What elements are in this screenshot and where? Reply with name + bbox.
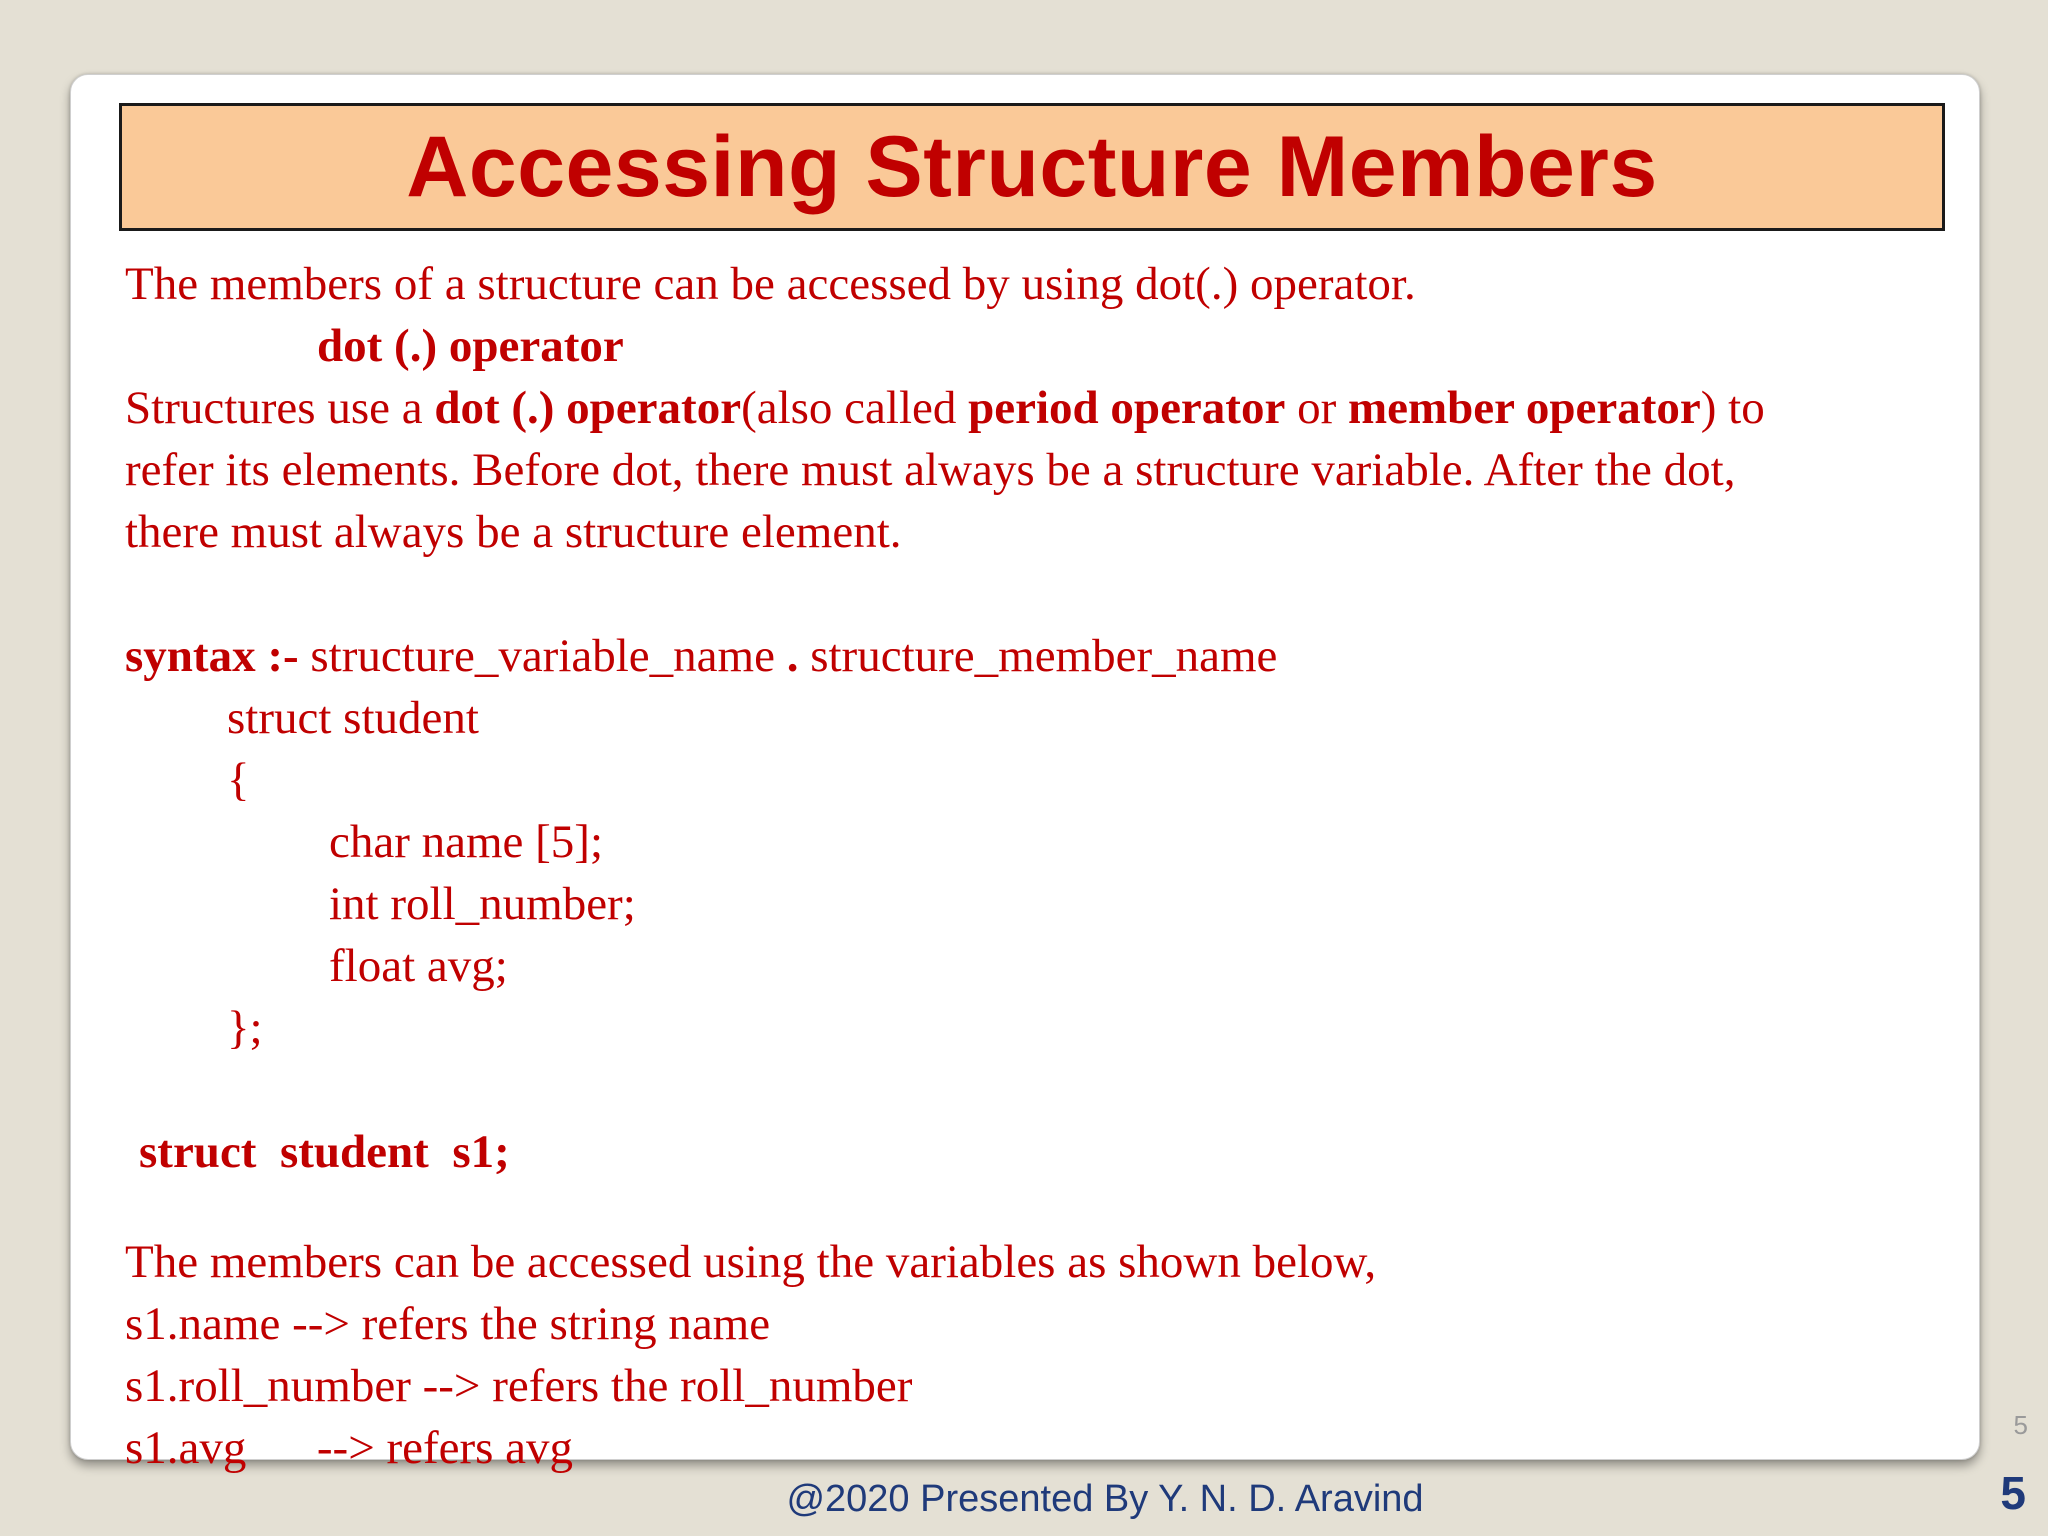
- paragraph-line-2: refer its elements. Before dot, there must always be a structure variable. After the dot,: [125, 444, 1736, 496]
- slide-title: Accessing Structure Members: [406, 119, 1658, 215]
- spacer: [125, 563, 1955, 625]
- syntax-label: syntax :-: [125, 630, 299, 682]
- para-text-2: (also called: [741, 382, 969, 434]
- access-line-3: s1.avg --> refers avg: [125, 1422, 574, 1474]
- paragraph-line-1: [125, 377, 1955, 439]
- para-text-1: Structures use a: [125, 382, 435, 434]
- page-number: 5: [2000, 1467, 2026, 1519]
- code-member-1: char name [5];: [329, 816, 604, 868]
- access-line-1: s1.name --> refers the string name: [125, 1298, 771, 1350]
- spacer: [125, 1183, 1955, 1231]
- code-open-brace: {: [227, 754, 250, 806]
- slide-body: [125, 253, 1955, 1479]
- syntax-line: [125, 625, 1955, 687]
- syntax-left: structure_variable_name: [298, 630, 787, 682]
- syntax-right: structure_member_name: [798, 630, 1278, 682]
- code-member-3: float avg;: [329, 940, 508, 992]
- subheading: dot (.) operator: [317, 320, 624, 372]
- slide-card: [70, 74, 1980, 1474]
- para-text-3: or: [1285, 382, 1348, 434]
- declaration-line: struct student s1;: [139, 1126, 510, 1178]
- para-bold-member-operator: member operator: [1347, 382, 1701, 434]
- intro-line: The members of a structure can be accessed by using dot(.) operator.: [125, 258, 1416, 310]
- title-banner: [119, 103, 1945, 231]
- paragraph-line-3: there must always be a structure element.: [125, 506, 902, 558]
- slide-number-small: 5: [2013, 1410, 2028, 1440]
- code-member-2: int roll_number;: [329, 878, 636, 930]
- para-bold-period-operator: period operator: [968, 382, 1286, 434]
- para-bold-dot-operator: dot (.) operator: [434, 382, 742, 434]
- access-line-2: s1.roll_number --> refers the roll_number: [125, 1360, 913, 1412]
- code-struct-line: struct student: [227, 692, 479, 744]
- para-text-4: ) to: [1700, 382, 1765, 434]
- footer-credit: @2020 Presented By Y. N. D. Aravind: [786, 1478, 1424, 1520]
- spacer: [125, 1059, 1955, 1121]
- syntax-dot: .: [786, 630, 799, 682]
- code-close-brace: };: [227, 1002, 263, 1054]
- access-intro: The members can be accessed using the variables as shown below,: [125, 1236, 1377, 1288]
